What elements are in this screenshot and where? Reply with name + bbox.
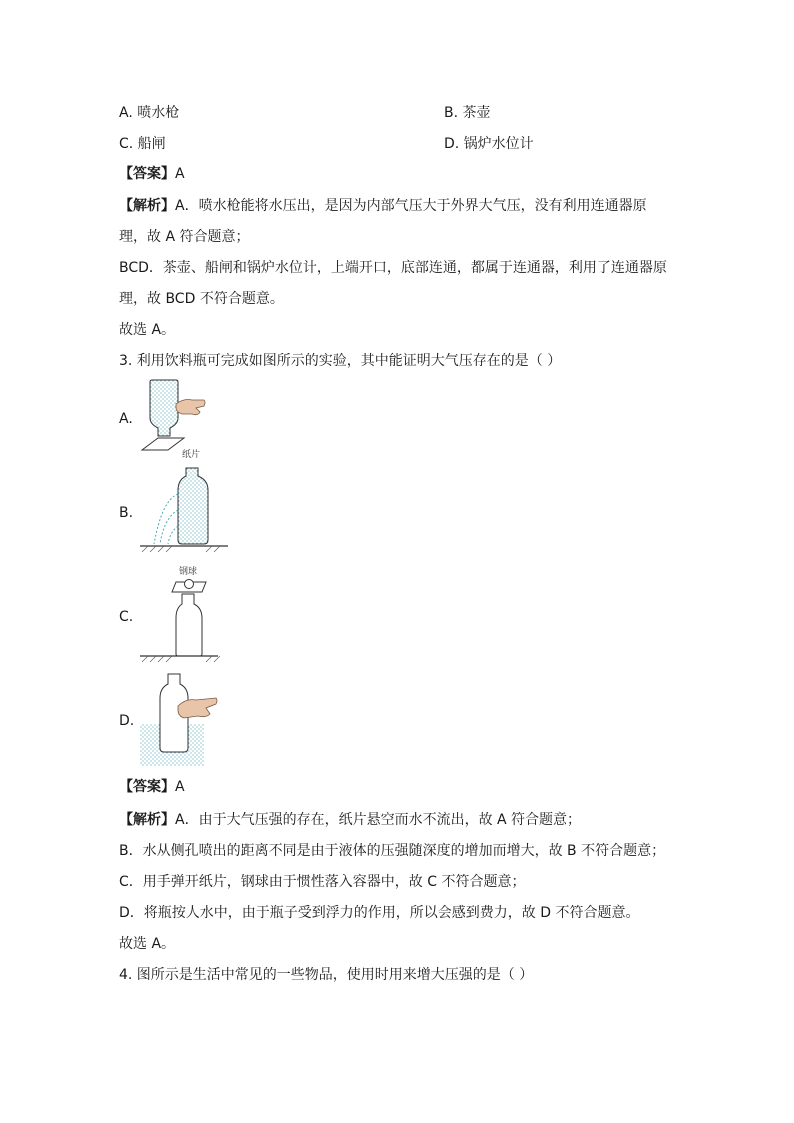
q3-analysis-line-2: B．水从侧孔喷出的距离不同是由于液体的压强随深度的增加而增大，故 B 不符合题意；	[119, 843, 666, 859]
q2-analysis-line-2: 理，故 A 符合题意；	[119, 229, 250, 245]
analysis-text: A．喷水枪能将水压出，是因为内部气压大于外界大气压，没有利用连通器原	[175, 198, 647, 214]
q2-answer	[119, 164, 185, 184]
analysis-text: A．由于大气压强的存在，纸片悬空而水不流出，故 A 符合题意；	[175, 812, 582, 828]
figure-d-bottle-in-water	[140, 670, 224, 768]
q3-analysis-line-3: C．用手弹开纸片，钢球由于惯性落入容器中，故 C 不符合题意；	[119, 874, 526, 890]
q2-conclusion: 故选 A。	[119, 322, 176, 338]
q2-analysis-line-3: BCD．茶壶、船闸和锅炉水位计，上端开口，底部连通，都属于连通器，利用了连通器原	[119, 260, 667, 276]
figure-c-ball-label: 钢球	[179, 567, 198, 577]
q3-option-a-label: A.	[119, 411, 133, 427]
answer-value: A	[175, 779, 185, 795]
answer-tag: 【答案】	[119, 166, 175, 182]
q3-conclusion: 故选 A。	[119, 936, 176, 952]
q2-analysis-line-1	[119, 196, 647, 216]
analysis-tag: 【解析】	[119, 198, 175, 214]
q3-answer	[119, 777, 185, 797]
option-a: A. 喷水枪	[119, 105, 180, 121]
q2-analysis-line-4: 理，故 BCD 不符合题意。	[119, 291, 284, 307]
q3-option-b-label: B.	[119, 505, 134, 521]
option-b: B. 茶壶	[444, 105, 491, 121]
q3-analysis-line-1	[119, 810, 581, 830]
q3-option-c-label: C.	[119, 609, 134, 625]
analysis-tag: 【解析】	[119, 812, 175, 828]
figure-b-side-holes-bottle	[140, 462, 230, 554]
q3-stem: 3. 利用饮料瓶可完成如图所示的实验，其中能证明大气压存在的是（ ）	[119, 353, 562, 369]
figure-b-paper-label: 纸片	[182, 450, 201, 460]
option-d: D. 锅炉水位计	[444, 136, 534, 152]
q3-analysis-line-4: D．将瓶按人水中，由于瓶子受到浮力的作用，所以会感到费力，故 D 不符合题意。	[119, 905, 640, 921]
answer-value: A	[175, 166, 185, 182]
option-c: C. 船闸	[119, 136, 166, 152]
q4-stem: 4. 图所示是生活中常见的一些物品，使用时用来增大压强的是（ ）	[119, 967, 534, 983]
figure-c-card-ball-bottle	[140, 576, 220, 666]
q3-option-d-label: D.	[119, 713, 135, 729]
answer-tag: 【答案】	[119, 779, 175, 795]
